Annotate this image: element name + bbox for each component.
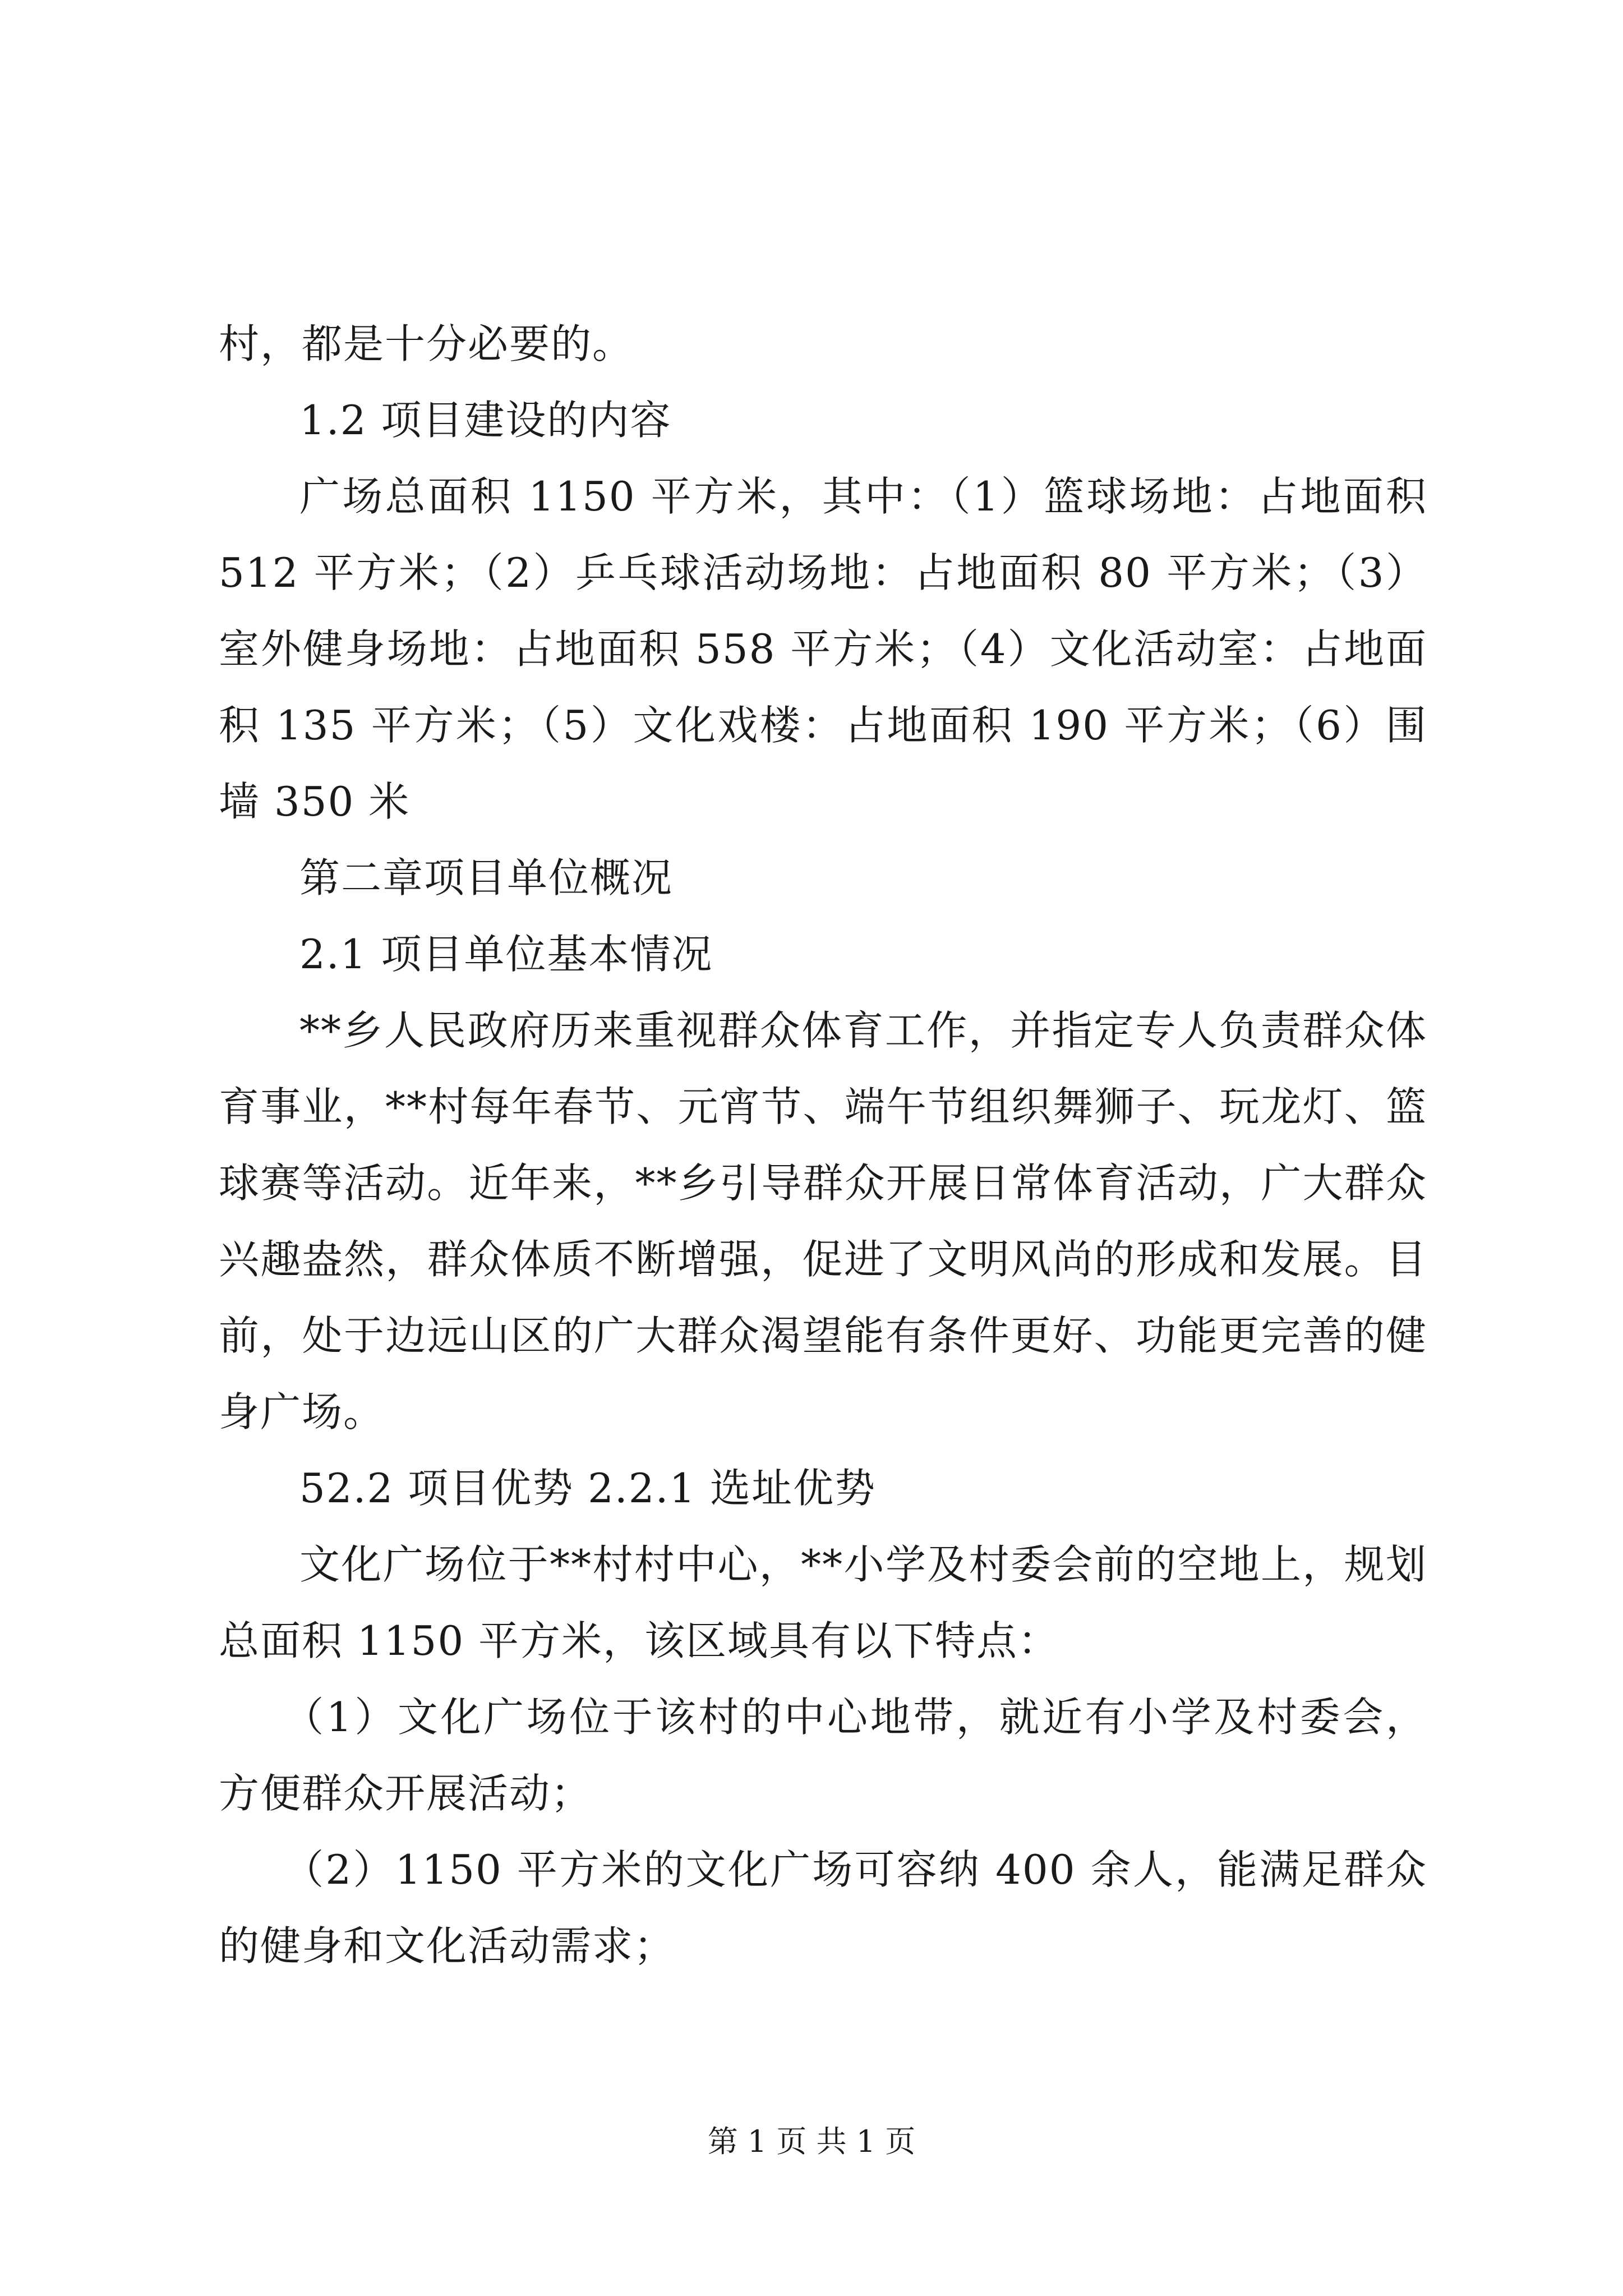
section-heading-2-1: 2.1 项目单位基本情况	[299, 931, 713, 978]
list-item-1: （1）文化广场位于该村的中心地带，就近有小学及村委会，方便群众开展活动；	[219, 1694, 1427, 1817]
paragraph-construction-content: 广场总面积 1150 平方米，其中：（1）篮球场地：占地面积 512 平方米；（2）乒乓球活动场地：占地面积 80 平方米；（3）室外健身场地：占地面积 558 平方米；（4）文化活动室：占地面积 135 平方米；（5）文化戏楼：占地面积 190 平方米；（6）围墙 350 米	[219, 473, 1427, 825]
section-heading-2-2: 52.2 项目优势 2.2.1 选址优势	[299, 1465, 877, 1512]
document-body	[219, 306, 1427, 1984]
paragraph-site-location: 文化广场位于**村村中心，**小学及村委会前的空地上，规划总面积 1150 平方米，该区域具有以下特点：	[219, 1541, 1427, 1664]
list-item-2: （2）1150 平方米的文化广场可容纳 400 余人，能满足群众的健身和文化活动需求；	[219, 1846, 1427, 1970]
paragraph-continuation: 村，都是十分必要的。	[219, 320, 634, 367]
section-heading-1-2: 1.2 项目建设的内容	[299, 397, 672, 444]
page-footer: 第 1 页 共 1 页	[707, 2124, 916, 2159]
paragraph-unit-overview: **乡人民政府历来重视群众体育工作，并指定专人负责群众体育事业，**村每年春节、元宵节、端午节组织舞狮子、玩龙灯、篮球赛等活动。近年来，**乡引导群众开展日常体育活动，广大群众兴趣盎然，群众体质不断增强，促进了文明风尚的形成和发展。目前，处于边远山区的广大群众渴望能有条件更好、功能更完善的健身广场。	[219, 1007, 1427, 1435]
chapter-heading-2: 第二章项目单位概况	[299, 854, 674, 901]
